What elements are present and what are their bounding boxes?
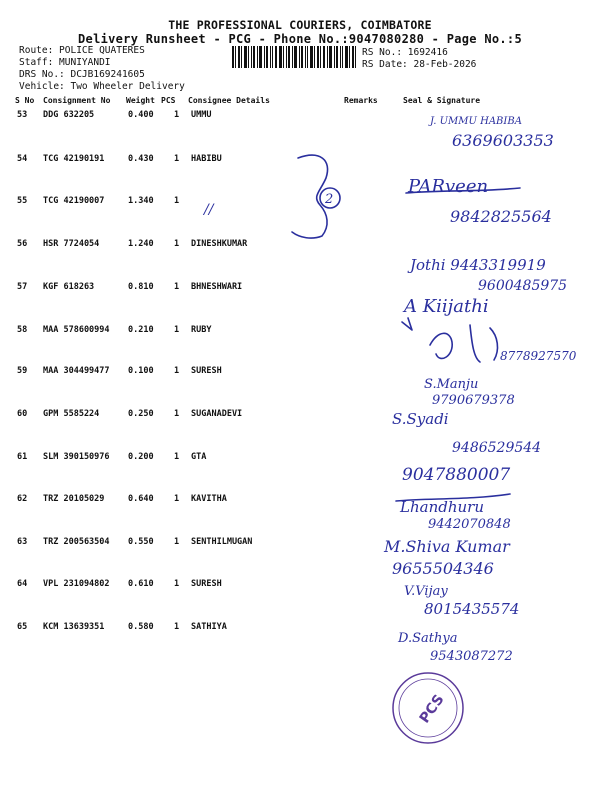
drs-number-field: DRS No.: DCJB169241605 [19, 69, 145, 80]
row-pcs: 1 [174, 154, 180, 164]
sig-63-phone: 9655504346 [392, 559, 494, 578]
row-consignment: KGF 618263 [43, 282, 95, 292]
row-weight: 0.200 [128, 452, 154, 462]
col-weight: Weight [126, 96, 155, 105]
rs-number-field: RS No.: 1692416 [362, 47, 448, 58]
row-weight: 0.250 [128, 409, 154, 419]
row-consignee: GTA [191, 452, 207, 462]
row-sno: 55 [17, 196, 28, 206]
row-sno: 53 [17, 110, 28, 120]
row-pcs: 1 [174, 409, 180, 419]
sig-53-phone: 6369603353 [452, 131, 554, 150]
row-consignee: HABIBU [191, 154, 222, 164]
rs-date-field: RS Date: 28-Feb-2026 [362, 59, 477, 70]
row-pcs: 1 [174, 366, 180, 376]
row-sno: 61 [17, 452, 28, 462]
row-consignment: TCG 42190007 [43, 196, 105, 206]
row-consignment: SLM 390150976 [43, 452, 110, 462]
row-weight: 0.640 [128, 494, 154, 504]
col-consignment: Consignment No [43, 96, 111, 105]
row-pcs: 1 [174, 325, 180, 335]
row-consignee: SURESH [191, 366, 222, 376]
row-pcs: 1 [174, 196, 180, 206]
col-seal-signature: Seal & Signature [403, 96, 481, 105]
initial-scrawl [430, 325, 497, 362]
row-consignment: MAA 304499477 [43, 366, 110, 376]
row-consignee: DINESHKUMAR [191, 239, 248, 249]
sig-62-name: Lhandhuru [400, 498, 484, 516]
sig-53-name: J. UMMU HABIBA [430, 116, 522, 127]
route-field: Route: POLICE QUATERES [19, 45, 145, 56]
row-consignee: KAVITHA [191, 494, 227, 504]
row-sno: 65 [17, 622, 28, 632]
row-weight: 0.400 [128, 110, 154, 120]
bracket-mark [292, 155, 328, 238]
sig-65-name: D.Sathya [398, 631, 458, 646]
row-consignment: GPM 5585224 [43, 409, 100, 419]
row-consignment: MAA 578600994 [43, 325, 110, 335]
row-weight: 0.100 [128, 366, 154, 376]
col-sno: S No [15, 96, 35, 105]
sig-56-phone: 9600485975 [478, 278, 568, 294]
pcs-stamp [393, 673, 463, 743]
row-consignment: TRZ 200563504 [43, 537, 110, 547]
row-consignee: SATHIYA [191, 622, 227, 632]
staff-field: Staff: MUNIYANDI [19, 57, 111, 68]
mark-55: // [204, 202, 214, 218]
row-sno: 54 [17, 154, 28, 164]
row-consignment: HSR 7724054 [43, 239, 100, 249]
row-consignee: BHNESHWARI [191, 282, 243, 292]
sig-62-phone: 9442070848 [428, 517, 511, 532]
row-pcs: 1 [174, 622, 180, 632]
sig-57-name: A Kiijathi [404, 296, 489, 317]
row-consignment: VPL 231094802 [43, 579, 110, 589]
row-consignee: UMMU [191, 110, 212, 120]
row-sno: 57 [17, 282, 28, 292]
row-weight: 1.340 [128, 196, 154, 206]
row-pcs: 1 [174, 282, 180, 292]
sig-60-phone: 9486529544 [452, 440, 542, 456]
sig-55-phone: 9842825564 [450, 207, 552, 226]
col-pcs: PCS [161, 96, 176, 105]
row-weight: 0.210 [128, 325, 154, 335]
row-pcs: 1 [174, 579, 180, 589]
sig-56-name: Jothi 9443319919 [410, 256, 546, 274]
row-weight: 0.580 [128, 622, 154, 632]
row-pcs: 1 [174, 110, 180, 120]
company-title: THE PROFESSIONAL COURIERS, COIMBATORE [168, 18, 432, 32]
row-consignee: SUGANADEVI [191, 409, 243, 419]
col-consignee: Consignee Details [188, 96, 270, 105]
stamp-text: PCS [416, 691, 448, 727]
sig-64-name: V.Vijay [404, 584, 448, 599]
row-weight: 1.240 [128, 239, 154, 249]
sig-59-name: S.Manju [424, 377, 479, 392]
row-pcs: 1 [174, 537, 180, 547]
row-consignee: RUBY [191, 325, 212, 335]
sig-58-phone: 8778927570 [500, 349, 577, 363]
row-weight: 0.550 [128, 537, 154, 547]
row-pcs: 1 [174, 452, 180, 462]
count-text: 2 [325, 192, 334, 207]
row-pcs: 1 [174, 239, 180, 249]
row-sno: 59 [17, 366, 28, 376]
row-weight: 0.810 [128, 282, 154, 292]
row-weight: 0.430 [128, 154, 154, 164]
row-consignee: SURESH [191, 579, 222, 589]
sig-59-phone: 9790679378 [432, 393, 515, 408]
col-remarks: Remarks [344, 96, 378, 105]
count-circle [320, 188, 340, 208]
row-weight: 0.610 [128, 579, 154, 589]
row-consignment: KCM 13639351 [43, 622, 105, 632]
sig-61-phone: 9047880007 [402, 465, 511, 485]
sig-55-name: PARveen [408, 176, 489, 197]
row-consignment: TCG 42190191 [43, 154, 105, 164]
check-mark [402, 318, 412, 330]
vehicle-field: Vehicle: Two Wheeler Delivery [19, 81, 185, 92]
sig-64-phone: 8015435574 [424, 600, 520, 618]
row-sno: 62 [17, 494, 28, 504]
row-pcs: 1 [174, 494, 180, 504]
row-sno: 58 [17, 325, 28, 335]
row-consignment: DDG 632205 [43, 110, 95, 120]
row-sno: 64 [17, 579, 28, 589]
row-consignee: SENTHILMUGAN [191, 537, 253, 547]
row-sno: 60 [17, 409, 28, 419]
sig-65-phone: 9543087272 [430, 649, 513, 664]
row-sno: 63 [17, 537, 28, 547]
barcode-image [232, 46, 356, 68]
row-consignment: TRZ 20105029 [43, 494, 105, 504]
sig-63-name: M.Shiva Kumar [384, 537, 510, 556]
sig-60-name: S.Syadi [392, 410, 449, 428]
row-sno: 56 [17, 239, 28, 249]
runsheet-subtitle: Delivery Runsheet - PCG - Phone No.:9047080280 - Page No.:5 [78, 32, 522, 46]
